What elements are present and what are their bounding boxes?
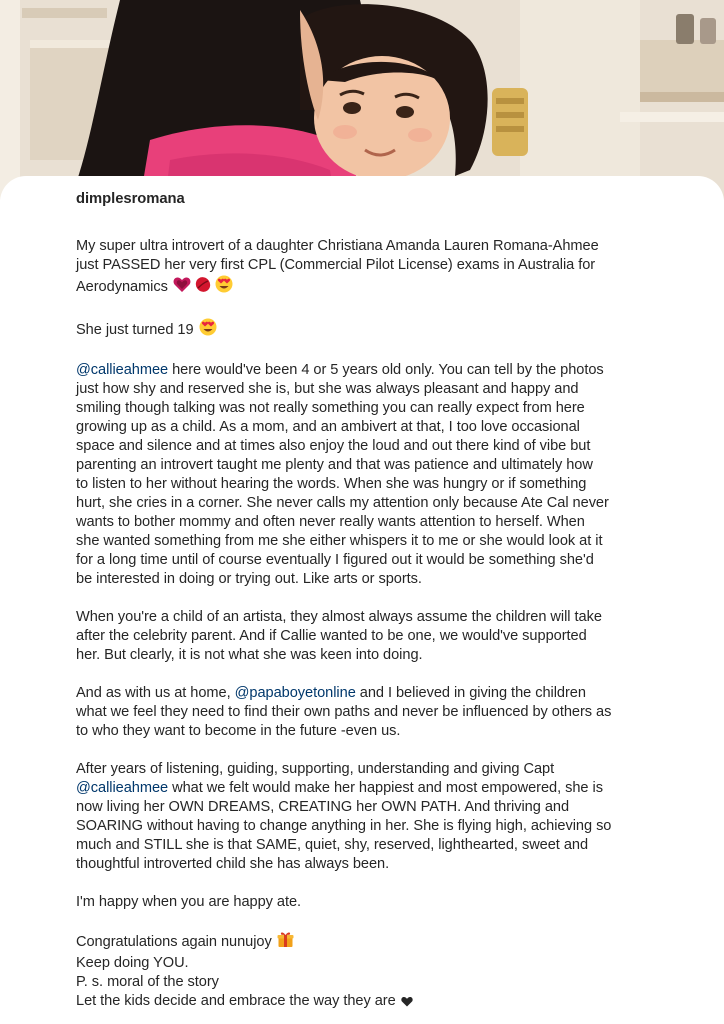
caption-line-text: She just turned 19	[76, 322, 194, 338]
caption-line: parenting an introvert taught me plenty and that was patience and ultimately how	[76, 457, 593, 473]
kiss-lips-emoji-icon	[194, 276, 212, 299]
caption-line: growing up as a child. As a mom, and an ambivert at that, I too love occasional	[76, 419, 580, 435]
post-photo	[0, 0, 724, 200]
caption-line-with-mention	[76, 684, 651, 703]
caption-line: Keep doing YOU.	[76, 955, 189, 971]
caption-line: just how shy and reserved she is, but she was always pleasant and happy and	[76, 381, 579, 397]
caption-line: When you're a child of an artista, they almost always assume the children will take	[76, 609, 602, 625]
caption-line: P. s. moral of the story	[76, 974, 219, 990]
caption-paragraph	[76, 893, 651, 912]
caption-line: My super ultra introvert of a daughter Christiana Amanda Lauren Romana-Ahmee	[76, 238, 599, 254]
caption-line-with-emoji	[76, 931, 651, 954]
mention-link[interactable]: @callieahmee	[76, 780, 169, 796]
caption-line-with-mention	[76, 361, 651, 380]
caption-line-with-emoji	[76, 992, 651, 1013]
caption-line-with-mention	[76, 779, 651, 798]
caption-line: hurt, she cries in a corner. She never calls my attention only because Ate Cal never	[76, 495, 609, 511]
gift-emoji-icon	[277, 931, 294, 954]
caption-line: I'm happy when you are happy ate.	[76, 894, 302, 910]
caption-line: much and STILL she is that SAME, quiet, shy, reserved, lighthearted, sweet and	[76, 837, 589, 853]
caption-line: to listen to her without hearing the words. When she was hungry or if something	[76, 476, 587, 492]
heart-eyes-emoji-icon	[199, 318, 217, 342]
mention-link[interactable]: @papaboyetonline	[234, 685, 356, 701]
caption-line: now living her OWN DREAMS, CREATING her OWN PATH. And thriving and	[76, 799, 570, 815]
caption-line-text: Aerodynamics	[76, 279, 168, 295]
caption-paragraph	[76, 684, 651, 741]
post-username[interactable]: dimplesromana	[76, 191, 185, 207]
mention-link[interactable]: @callieahmee	[76, 362, 169, 378]
caption-line-with-emoji	[76, 275, 651, 299]
photo-illustration	[0, 0, 724, 200]
caption-paragraph	[76, 237, 651, 299]
caption-card	[0, 176, 724, 1024]
caption-line: smiling though talking was not really something you can really expect from here	[76, 400, 585, 416]
caption-line: she wanted something from me she either whispers it to me or she would look at it	[76, 533, 603, 549]
caption-paragraph	[76, 608, 651, 665]
caption-line: thoughtful introverted child she has always been.	[76, 856, 390, 872]
caption-paragraph	[76, 361, 651, 589]
caption-line: space and silence and at times also enjoy the loud and out there kind of vibe but	[76, 438, 591, 454]
caption-line-text: what we felt would make her happiest and most empowered, she is	[172, 780, 603, 796]
caption-line-with-emoji	[76, 318, 651, 342]
growing-heart-emoji-icon	[173, 276, 191, 299]
caption-line: after the celebrity parent. And if Callie wanted to be one, we would've supported	[76, 628, 587, 644]
post-caption	[76, 190, 651, 1024]
caption-line-text: and I believed in giving the children	[359, 685, 586, 701]
black-heart-emoji-icon	[401, 994, 413, 1013]
caption-line: be interested in doing or trying out. Like arts or sports.	[76, 571, 422, 587]
caption-line: for a long time until of course eventually I figured out it would be something she'd	[76, 552, 594, 568]
caption-paragraph	[76, 318, 651, 342]
caption-line: just PASSED her very first CPL (Commercial Pilot License) exams in Australia for	[76, 257, 596, 273]
heart-eyes-emoji-icon	[215, 275, 233, 299]
caption-paragraph	[76, 931, 651, 1013]
caption-line: After years of listening, guiding, supporting, understanding and giving Capt	[76, 761, 555, 777]
caption-line: her. But clearly, it is not what she was keen into doing.	[76, 647, 423, 663]
caption-line-text: here would've been 4 or 5 years old only. You can tell by the photos	[172, 362, 604, 378]
caption-line: SOARING without having to change anything in her. She is flying high, achieving so	[76, 818, 612, 834]
caption-line: wants to bother mommy and often never really wants attention to herself. When	[76, 514, 585, 530]
caption-line: what we feel they need to find their own paths and never be influenced by others as	[76, 704, 612, 720]
caption-line-text: Let the kids decide and embrace the way they are	[76, 993, 396, 1009]
caption-paragraph	[76, 760, 651, 874]
caption-line-text: And as with us at home,	[76, 685, 231, 701]
caption-line-text: Congratulations again nunujoy	[76, 934, 272, 950]
caption-line: to who they want to become in the future -even us.	[76, 723, 401, 739]
